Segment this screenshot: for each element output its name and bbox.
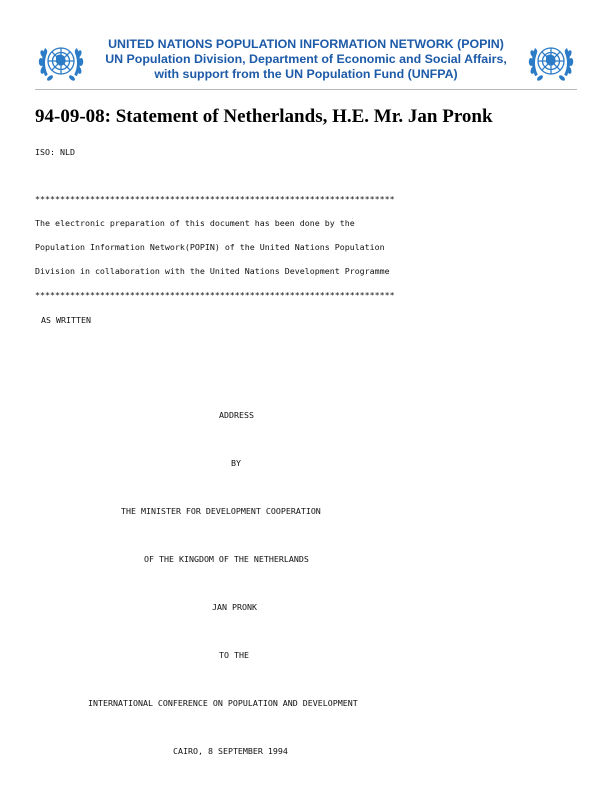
separator-line: ************************************************************************ xyxy=(35,290,395,300)
address-conference: INTERNATIONAL CONFERENCE ON POPULATION AND DEVELOPMENT xyxy=(88,698,358,708)
iso-code: ISO: NLD xyxy=(35,147,75,157)
status-label: AS WRITTEN xyxy=(41,315,91,325)
header-text xyxy=(90,37,522,82)
preparation-line: The electronic preparation of this document has been done by the xyxy=(35,218,355,228)
header-line-division: UN Population Division, Department of Economic and Social Affairs, xyxy=(105,52,507,66)
preparation-line: Division in collaboration with the United Nations Development Programme xyxy=(35,266,390,276)
address-heading: ADDRESS xyxy=(219,410,254,420)
un-emblem-icon xyxy=(526,38,576,88)
page-title: 94-09-08: Statement of Netherlands, H.E. Mr. Jan Pronk xyxy=(35,106,493,127)
header-line-organization: UNITED NATIONS POPULATION INFORMATION NETWORK (POPIN) xyxy=(108,37,504,51)
header-divider xyxy=(35,89,577,90)
separator-line: ************************************************************************ xyxy=(35,194,395,204)
page-header xyxy=(35,36,577,88)
address-kingdom: OF THE KINGDOM OF THE NETHERLANDS xyxy=(144,554,309,564)
address-place-date: CAIRO, 8 SEPTEMBER 1994 xyxy=(173,746,288,756)
address-speaker-name: JAN PRONK xyxy=(212,602,257,612)
address-by: BY xyxy=(231,458,241,468)
un-emblem-icon xyxy=(36,38,86,88)
preparation-line: Population Information Network(POPIN) of the United Nations Population xyxy=(35,242,385,252)
address-to-the: TO THE xyxy=(219,650,249,660)
address-minister: THE MINISTER FOR DEVELOPMENT COOPERATION xyxy=(121,506,321,516)
header-line-support: with support from the UN Population Fund (UNFPA) xyxy=(154,67,458,81)
